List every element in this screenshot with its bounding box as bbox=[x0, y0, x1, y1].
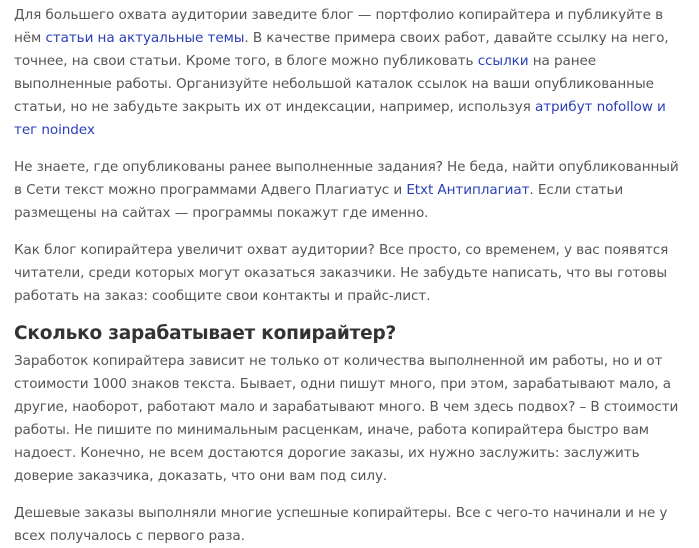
paragraph-find-published bbox=[14, 156, 685, 225]
nofollow-noindex-link[interactable]: атрибут nofollow и тег noindex bbox=[14, 99, 666, 138]
links-link[interactable]: ссылки bbox=[477, 53, 529, 69]
paragraph-cheap-orders: Дешевые заказы выполняли многие успешные копирайтеры. Все с чего-то начинали и не у всех получалось с первого раза. bbox=[14, 505, 668, 544]
paragraph-text: Для большего охвата аудитории заведите блог — портфолио копирайтера и публикуйте в нём bbox=[14, 7, 664, 46]
paragraph-blog-portfolio bbox=[14, 4, 685, 142]
paragraph-text: на ранее выполненные работы. Организуйте небольшой каталок ссылок на ваши опубликованные статьи, но не забудьте закрыть их от индексации, например, используя bbox=[14, 53, 654, 115]
paragraph-audience-reach: Как блог копирайтера увеличит охват аудитории? Все просто, со временем, у вас появятся читатели, среди которых могут оказаться заказчики. Не забудьте написать, что вы готовы работать на заказ: сообщите свои контакты и прайс-лист. bbox=[14, 242, 669, 304]
paragraph-text: . В качестве примера своих работ, давайте ссылку на него, точнее, на свои статьи. Кроме того, в блоге можно публиковать bbox=[14, 30, 669, 69]
etxt-antiplagiat-link[interactable]: Etxt Антиплагиат bbox=[406, 182, 530, 198]
topical-articles-link[interactable]: статьи на актуальные темы bbox=[45, 30, 245, 46]
paragraph-earnings: Заработок копирайтера зависит не только от количества выполненной им работы, но и от стоимости 1000 знаков текста. Бывает, одни пишут много, при этом, зарабатывают мало, а другие, наоборот, работают мало и зарабатывают много. В чем здесь подвох? – В стоимости работы. Не пишите по минимальным расценкам, иначе, работа копирайтера быстро вам надоест. Конечно, не всем достаются дорогие заказы, их нужно заслужить: заслужить доверие заказчика, доказать, что они вам под силу. bbox=[14, 353, 679, 484]
paragraph-text: Не знаете, где опубликованы ранее выполненные задания? Не беда, найти опубликованный в Сети текст можно программами Адвего Плагиатус и bbox=[14, 159, 679, 198]
paragraph-text: . Если статьи размещены на сайтах — программы покажут где именно. bbox=[14, 182, 624, 221]
section-heading: Сколько зарабатывает копирайтер? bbox=[14, 323, 397, 344]
